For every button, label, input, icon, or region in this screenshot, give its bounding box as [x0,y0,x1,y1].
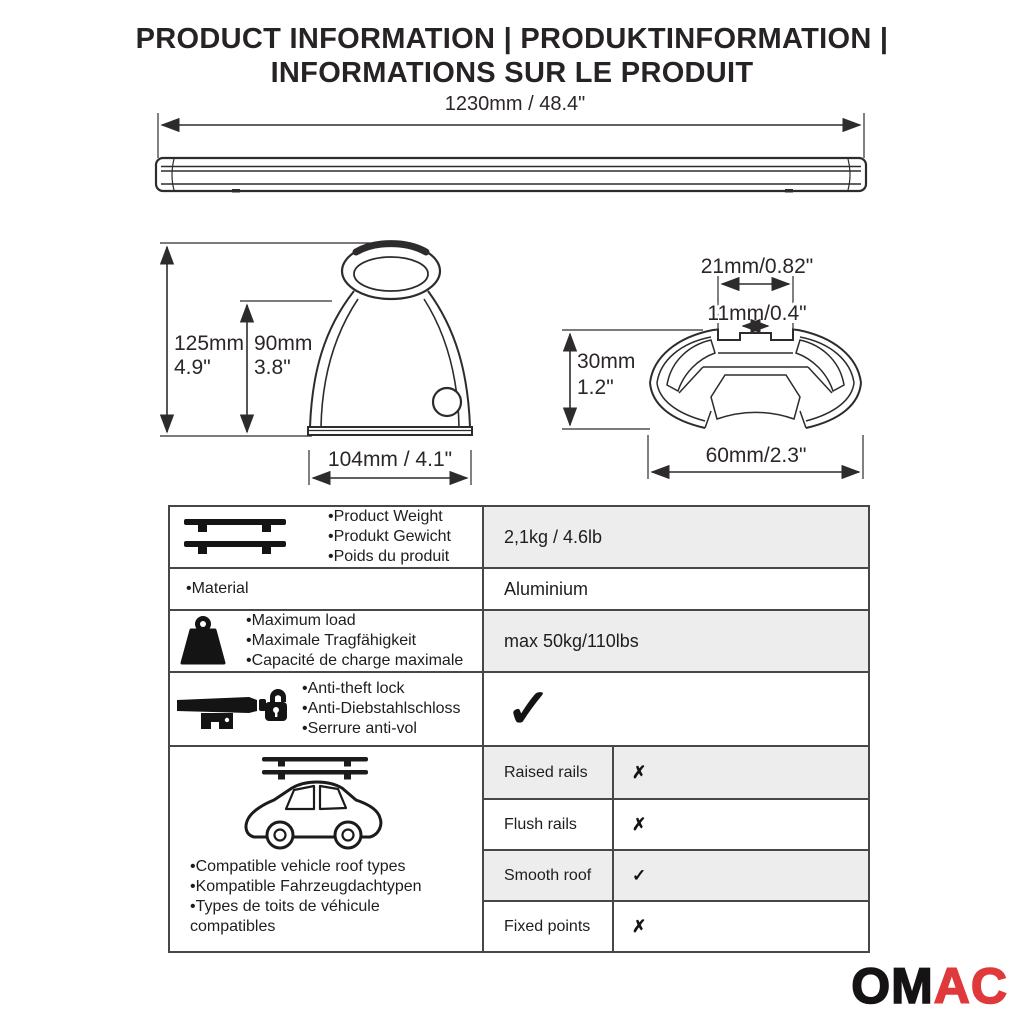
page-title-line1: PRODUCT INFORMATION | PRODUKTINFORMATION | [135,23,889,55]
foot-body-height-mm-label: 90mm [254,332,313,355]
omac-logo-black: OM [851,958,934,1014]
foot-width-label: 104mm / 4.1" [327,448,453,471]
roof-type-label: Fixed points [504,917,591,935]
spec-label: •Maximale Tragfähigkeit [246,632,417,649]
car-roof-rack-icon [238,753,390,855]
omac-logo [851,960,1008,1012]
subrow-smooth-roof [484,849,868,900]
page-title [0,22,1024,90]
profile-height-mm-label: 30mm [577,350,636,373]
table-row-max-load [170,609,868,671]
roof-type-mark: ✗ [612,902,868,951]
table-row-material [170,567,868,609]
bar-length-label: 1230mm / 48.4" [444,93,586,115]
foot-front-view-drawing [150,233,502,491]
spec-label: •Types de toits de véhicule compatibles [190,898,380,935]
subrow-flush-rails [484,798,868,849]
spec-label: •Kompatible Fahrzeugdachtypen [190,878,422,895]
subrow-fixed-points [484,900,868,951]
profile-bottom-width-label: 60mm/2.3" [705,444,807,467]
profile-slot-width-label: 11mm/0.4" [707,302,807,325]
lock-icon [175,680,287,738]
table-row-anti-theft [170,671,868,745]
omac-logo-red: AC [933,958,1008,1014]
roof-crossbars-icon [182,514,288,560]
spec-table [168,505,870,953]
spec-label: •Product Weight [328,508,443,525]
roof-types-subtable [482,747,868,951]
spec-label: •Capacité de charge maximale [246,652,464,669]
bar-profile-drawing [553,243,905,483]
spec-label: •Serrure anti-vol [302,720,417,737]
spec-label: •Maximum load [246,612,356,629]
roof-type-label: Smooth roof [504,866,592,884]
spec-value-max-load: max 50kg/110lbs [482,611,868,671]
anti-theft-check-mark: ✓ [506,679,552,739]
roof-type-mark: ✓ [612,851,868,900]
roof-type-mark: ✗ [612,800,868,849]
spec-label: •Material [186,580,249,597]
spec-label: •Anti-Diebstahlschloss [302,700,461,717]
table-row-product-weight [170,507,868,567]
foot-body-height-in-label: 3.8" [254,356,291,379]
foot-height-in-label: 4.9" [174,356,211,379]
page-title-line2: INFORMATIONS SUR LE PRODUIT [270,57,754,89]
roof-type-mark: ✗ [612,747,868,798]
spec-label: •Compatible vehicle roof types [190,858,406,875]
subrow-raised-rails [484,747,868,798]
roof-type-label: Raised rails [504,763,588,781]
spec-label: •Produkt Gewicht [328,528,451,545]
profile-top-width-label: 21mm/0.82" [700,255,814,278]
weight-icon [180,615,226,667]
profile-height-in-label: 1.2" [577,376,614,399]
spec-label: •Anti-theft lock [302,680,405,697]
roof-type-label: Flush rails [504,815,577,833]
spec-label: •Poids du produit [328,548,450,565]
spec-value-product-weight: 2,1kg / 4.6lb [482,507,868,567]
foot-height-mm-label: 125mm [174,332,245,355]
bar-top-view-drawing [140,88,890,200]
spec-value-material: Aluminium [482,569,868,609]
table-row-roof-types [170,745,868,951]
foot-lock-knob [433,388,461,416]
